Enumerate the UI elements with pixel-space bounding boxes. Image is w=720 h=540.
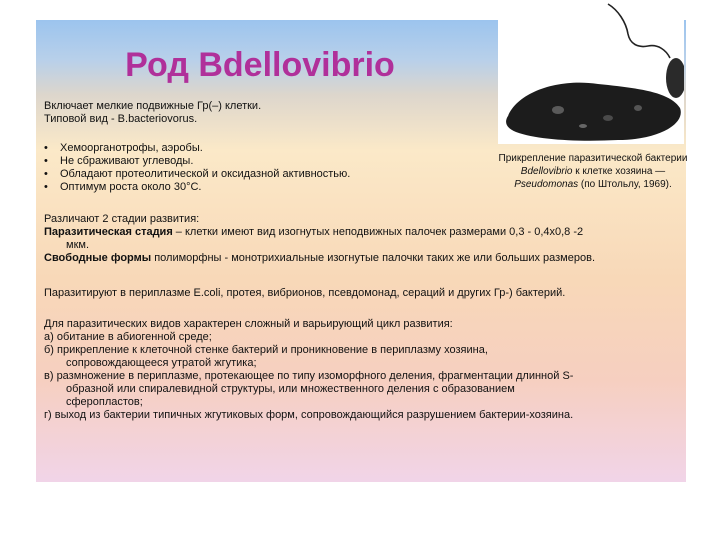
caption-text: к клетке хозяина — xyxy=(572,166,666,177)
cycle-step-a: а) обитание в абиогенной среде; xyxy=(44,331,212,343)
cycle-step-c-cont: образной или спиралевидной структуры, или множественного деления с образованием xyxy=(66,383,515,395)
caption-source: (по Штольлу, 1969). xyxy=(578,179,672,190)
cycle-paragraph xyxy=(44,318,684,422)
cycle-step-b-cont: сопровождающееся утратой жгутика; xyxy=(66,357,257,369)
caption-line-2 xyxy=(486,165,700,178)
stages-intro: Различают 2 стадии развития: xyxy=(44,213,200,225)
list-item: • Оптимум роста около 30°С. xyxy=(44,181,350,194)
stages-paragraph xyxy=(44,213,684,265)
free-forms-text: полиморфны - монотрихиальные изогнутые палочки таких же или больших размеров. xyxy=(151,252,595,264)
caption-line-3 xyxy=(486,178,700,191)
cycle-step-b: б) прикрепление к клеточной стенке бактерий и проникновение в периплазму хозяина, xyxy=(44,344,488,356)
parasitic-stage-label: Паразитическая стадия xyxy=(44,226,173,238)
list-item: • Не сбраживают углеводы. xyxy=(44,155,350,168)
photo-caption xyxy=(486,152,700,191)
caption-line-1: Прикрепление паразитической бактерии xyxy=(498,153,688,164)
cycle-step-c-cont-2: сферопластов; xyxy=(66,396,143,408)
free-forms-label: Свободные формы xyxy=(44,252,152,264)
slide-title: Род Bdellovibrio xyxy=(125,46,395,84)
parasitize-paragraph: Паразитируют в периплазме E.coli, протея, вибрионов, псевдомонад, сераций и других Гр-) бактерий. xyxy=(44,287,566,299)
caption-genus: Bdellovibrio xyxy=(520,166,573,177)
parasitic-stage-cont: мкм. xyxy=(66,239,89,251)
free-forms xyxy=(44,252,684,265)
cycle-step-c: в) размножение в периплазме, протекающее по типу изоморфного деления, фрагментации длинной S- xyxy=(44,370,574,382)
parasitic-stage xyxy=(44,226,684,239)
bacteria-micrograph-image xyxy=(498,0,684,144)
cycle-intro: Для паразитических видов характерен сложный и варьирующий цикл развития: xyxy=(44,318,453,330)
list-item: • Хемоорганотрофы, аэробы. xyxy=(44,142,350,155)
caption-host: Pseudomonas xyxy=(514,179,579,190)
properties-list xyxy=(44,142,350,194)
list-item: • Обладают протеолитической и оксидазной активностью. xyxy=(44,168,350,181)
parasitic-stage-text: – клетки имеют вид изогнутых неподвижных палочек размерами 0,3 - 0,4x0,8 -2 xyxy=(172,226,584,238)
cycle-step-d: г) выход из бактерии типичных жгутиковых форм, сопровождающийся разрушением бактерии-хозяина. xyxy=(44,409,574,421)
intro-line-1: Включает мелкие подвижные Гр(–) клетки. xyxy=(44,100,262,112)
intro-line-2: Типовой вид - B.bacteriovorus. xyxy=(44,113,198,125)
